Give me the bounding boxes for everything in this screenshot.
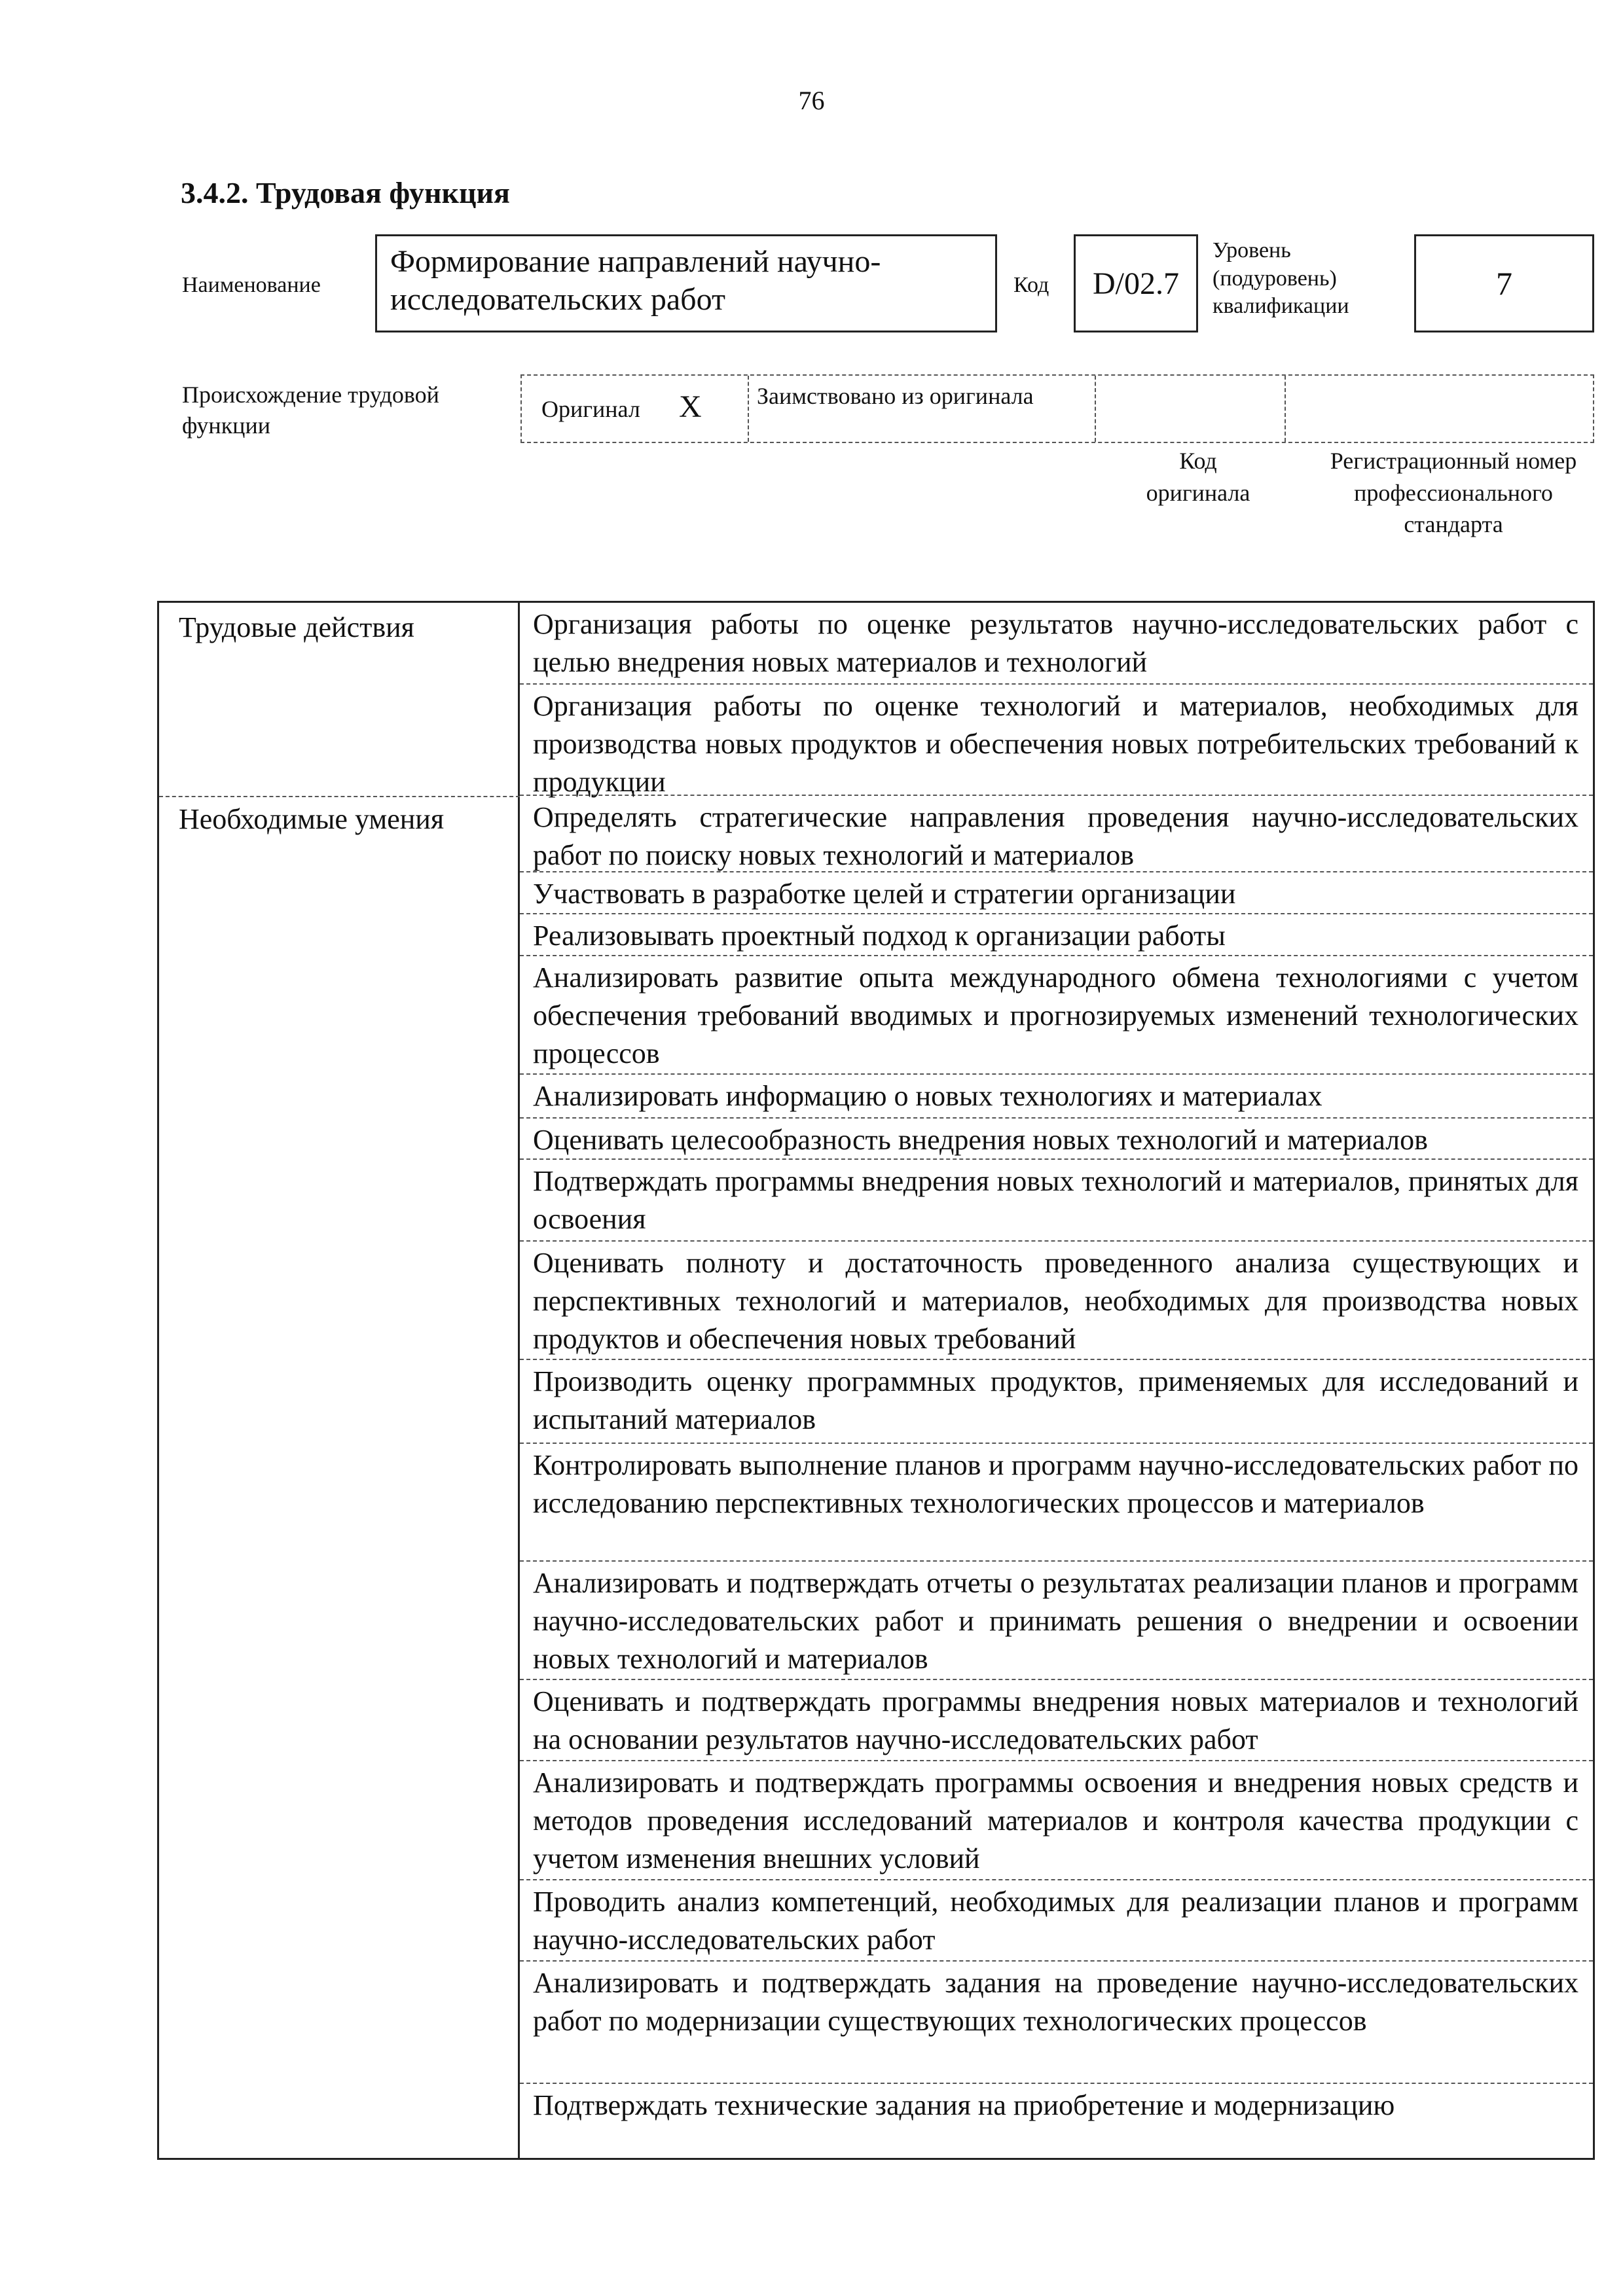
labor-actions-title: Трудовые действия xyxy=(179,611,414,643)
skill-item: Производить оценку программных продуктов, применяемых для исследований и испытаний материалов xyxy=(520,1360,1593,1444)
function-name-box: Формирование направлений научно-исследовательских работ xyxy=(375,234,997,332)
original-mark: X xyxy=(679,389,702,424)
section-separator xyxy=(159,796,520,797)
skill-item: Проводить анализ компетенций, необходимых для реализации планов и программ научно-исследовательских работ xyxy=(520,1880,1593,1962)
skill-item: Анализировать и подтверждать задания на проведение научно-исследовательских работ по модернизации существующих технологических процессов xyxy=(520,1962,1593,2084)
skill-item: Контролировать выполнение планов и программ научно-исследовательских работ по исследованию перспективных технологических процессов и материалов xyxy=(520,1444,1593,1562)
skill-item: Анализировать информацию о новых технологиях и материалах xyxy=(520,1075,1593,1119)
skill-item: Оценивать и подтверждать программы внедрения новых материалов и технологий на основании результатов научно-исследовательских работ xyxy=(520,1680,1593,1761)
borrowed-cell xyxy=(749,376,1096,442)
reg-number-cell xyxy=(1286,376,1593,442)
reg-number-caption: Регистрационный номер профессионального стандарта xyxy=(1330,448,1577,538)
labor-function-table xyxy=(157,601,1595,2160)
skill-item: Реализовывать проектный подход к организации работы xyxy=(520,914,1593,956)
original-cell xyxy=(522,376,749,442)
left-column xyxy=(159,603,520,2158)
original-code-caption: Код оригинала xyxy=(1146,448,1250,506)
section-title: 3.4.2. Трудовая функция xyxy=(181,176,510,209)
origin-row xyxy=(520,374,1594,443)
code-label: Код xyxy=(1013,273,1049,297)
origin-label: Происхождение трудовой функции xyxy=(182,382,439,439)
skill-item: Оценивать целесообразность внедрения новых технологий и материалов xyxy=(520,1119,1593,1160)
right-column xyxy=(520,603,1593,2158)
level-label: Уровень (подуровень) квалификации xyxy=(1213,238,1349,318)
borrowed-label: Заимствовано из оригинала xyxy=(757,383,1034,409)
skill-item: Подтверждать технические задания на приобретение и модернизацию xyxy=(533,2089,1395,2121)
skill-item: Анализировать и подтверждать отчеты о результатах реализации планов и программ научно-исследовательских работ и принимать решения о внедрении и освоении новых технологий и материалов xyxy=(520,1562,1593,1680)
page-number: 76 xyxy=(798,86,825,115)
labor-action-item: Организация работы по оценке результатов научно-исследовательских работ с целью внедрения новых материалов и технологий xyxy=(520,603,1593,685)
skill-item: Анализировать и подтверждать программы освоения и внедрения новых средств и методов проведения исследований материалов и контроля качества продукции с учетом изменения внешних условий xyxy=(520,1761,1593,1880)
skill-item: Определять стратегические направления проведения научно-исследовательских работ по поиску новых технологий и материалов xyxy=(520,796,1593,872)
skill-item: Подтверждать программы внедрения новых технологий и материалов, принятых для освоения xyxy=(520,1160,1593,1242)
original-label: Оригинал xyxy=(541,396,640,422)
labor-action-item: Организация работы по оценке технологий и материалов, необходимых для производства новых продуктов и обеспечения новых потребительских требований к продукции xyxy=(520,685,1593,796)
level-value-box: 7 xyxy=(1414,234,1594,332)
skill-item: Оценивать полноту и достаточность проведенного анализа существующих и перспективных технологий и материалов, необходимых для производства новых продуктов и обеспечения новых требований xyxy=(520,1242,1593,1360)
original-code-cell xyxy=(1096,376,1286,442)
skill-item: Участвовать в разработке целей и стратегии организации xyxy=(520,872,1593,914)
skill-item: Анализировать развитие опыта международного обмена технологиями с учетом обеспечения требований вводимых и прогнозируемых изменений технологических процессов xyxy=(520,956,1593,1075)
function-code-box: D/02.7 xyxy=(1074,234,1198,332)
name-label: Наименование xyxy=(182,273,321,297)
required-skills-title: Необходимые умения xyxy=(179,803,445,835)
